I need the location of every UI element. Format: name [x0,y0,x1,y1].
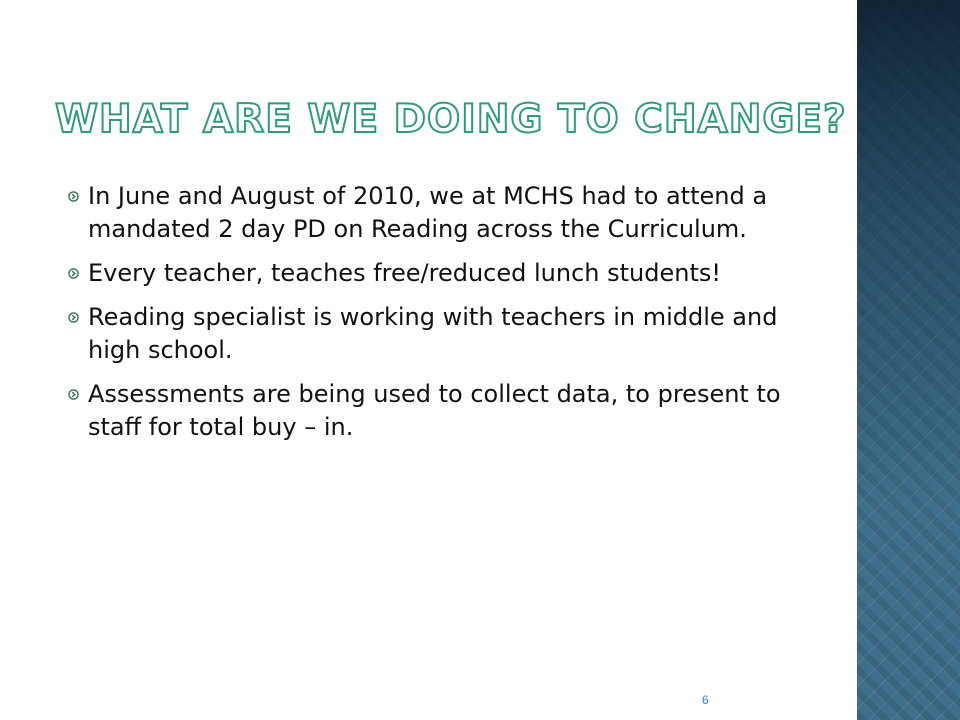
bullet-item [68,257,788,290]
bullet-text: Every teacher, teaches free/reduced lunch students! [88,259,721,287]
circled-arrow-icon [68,191,79,202]
bullet-text: Assessments are being used to collect data, to present to staff for total buy – in. [88,380,781,441]
bullet-item [68,378,788,444]
page-number: 6 [702,693,709,707]
circled-arrow-icon [68,268,79,279]
slide-title: WHAT ARE WE DOING TO CHANGE? [55,97,847,142]
bullet-list [68,180,788,455]
decorative-side-panel [857,0,960,720]
bullet-text: In June and August of 2010, we at MCHS had to attend a mandated 2 day PD on Reading across the Curriculum. [88,182,768,243]
circled-arrow-icon [68,389,79,400]
bullet-item [68,180,788,246]
bullet-text: Reading specialist is working with teachers in middle and high school. [88,303,778,364]
circled-arrow-icon [68,312,79,323]
bullet-item [68,301,788,367]
